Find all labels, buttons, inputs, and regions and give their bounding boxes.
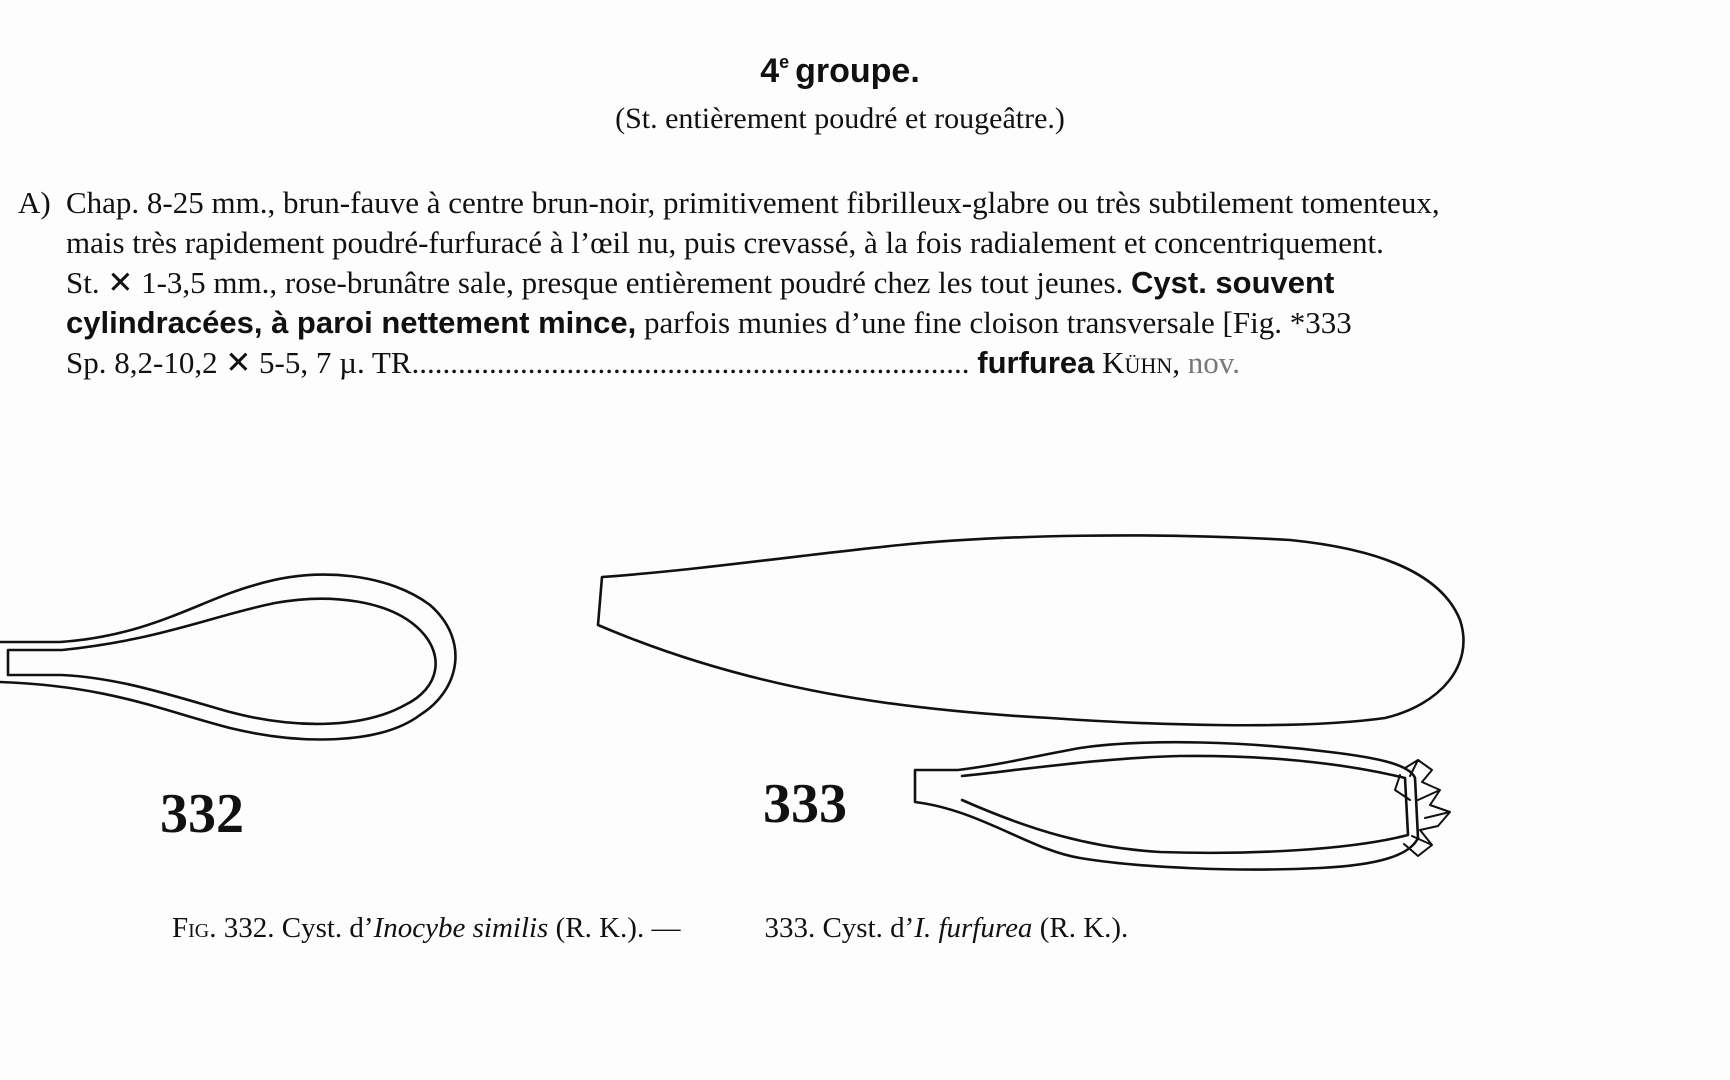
figure-label-333: 333 <box>763 773 847 835</box>
key-line-3-bold: Cyst. souvent <box>1131 265 1335 300</box>
figure-332-drawing <box>0 575 455 740</box>
fig332-inner-wall <box>8 599 436 724</box>
fig333-lower-outer <box>915 742 1418 869</box>
caption-taxon-1: Inocybe similis <box>373 912 549 944</box>
species-author: Kühn, <box>1102 345 1180 380</box>
fig333-crystals <box>1395 760 1450 856</box>
heading-word: groupe. <box>795 52 920 90</box>
caption-taxon-2: I. furfurea <box>914 912 1033 944</box>
heading-number: 4 <box>760 52 780 90</box>
leader-dots: ........................................................................ <box>411 345 970 380</box>
key-line-2: mais très rapidement poudré-furfuracé à l’œil nu, puis crevassé, à la fois radialement et concentriquement. <box>66 225 1384 260</box>
fig332-outer-wall <box>0 575 455 740</box>
figure-333-lower-drawing <box>915 742 1450 869</box>
figure-caption <box>172 912 1128 945</box>
caption-part-1-end: (R. K.). — <box>548 912 681 944</box>
key-letter: A) <box>18 185 51 220</box>
key-line-4-bold: cylindracées, à paroi nettement mince, <box>66 305 637 340</box>
caption-fig-prefix: Fig. <box>172 912 217 944</box>
figure-label-332: 332 <box>160 783 244 845</box>
fig333-lower-inner <box>962 756 1408 853</box>
heading-superscript: e <box>779 52 790 72</box>
species-author-suffix: nov. <box>1187 345 1240 380</box>
caption-part-2-end: (R. K.). <box>1032 912 1129 944</box>
key-line-4-text: parfois munies d’une fine cloison transversale [Fig. *333 <box>636 305 1352 340</box>
key-line-3-text: St. ✕ 1-3,5 mm., rose-brunâtre sale, presque entièrement poudré chez les tout jeunes. <box>66 265 1132 300</box>
figure-333-upper-drawing <box>598 535 1463 725</box>
key-line-5-text: Sp. 8,2-10,2 ✕ 5-5, 7 µ. TR <box>66 345 412 380</box>
key-line-1: Chap. 8-25 mm., brun-fauve à centre brun-noir, primitivement fibrilleux-glabre ou très subtilement tomenteux, <box>66 185 1440 220</box>
caption-part-2: 333. Cyst. d’ <box>764 912 915 944</box>
species-name: furfurea <box>977 345 1095 380</box>
fig333-upper-outline <box>598 535 1463 725</box>
section-subheading: (St. entièrement poudré et rougeâtre.) <box>615 102 1065 135</box>
caption-part-1: 332. Cyst. d’ <box>223 912 374 944</box>
